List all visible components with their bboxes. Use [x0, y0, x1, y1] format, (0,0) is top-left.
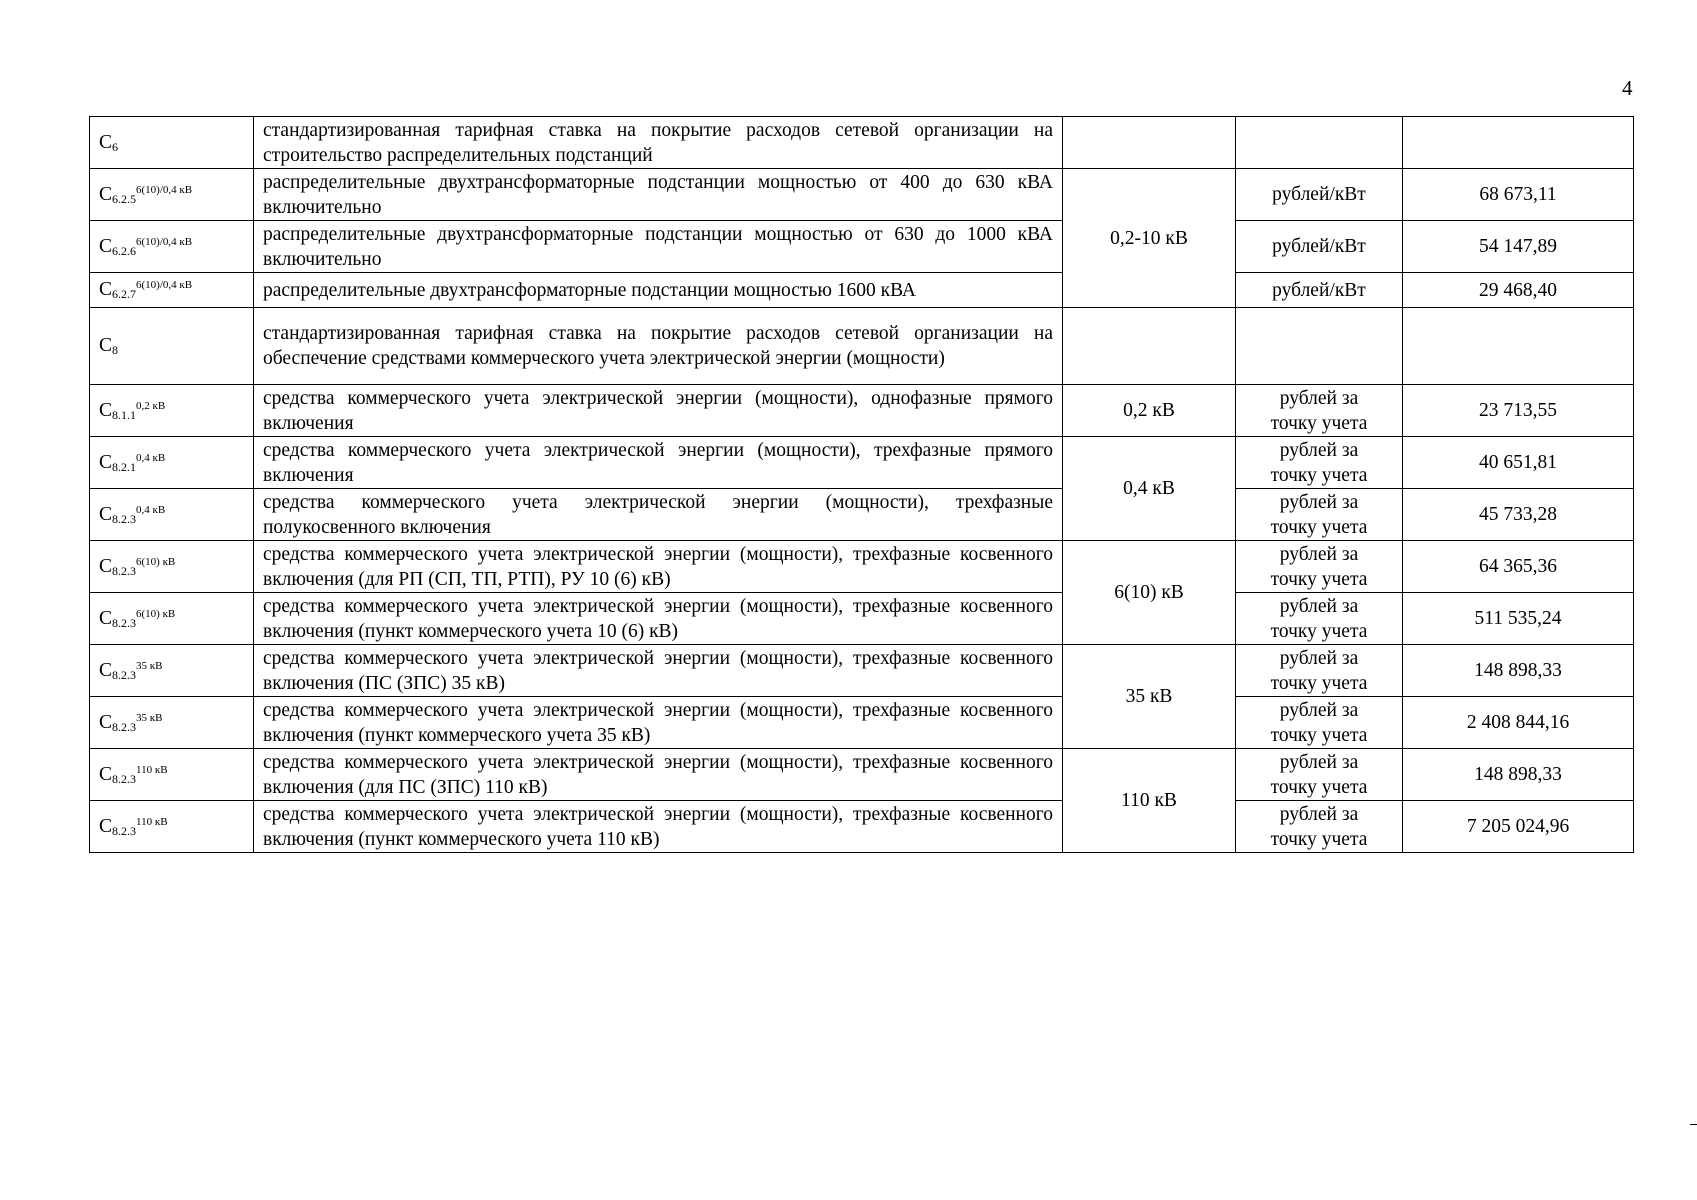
rate-code: $C_{8.2.3}^{35 кВ}$: [90, 697, 254, 749]
rate-description: средства коммерческого учета электрической энергии (мощности), трехфазные косвенного включения (пункт коммерческого учета 10 (6) кВ): [254, 593, 1063, 645]
table-row: [90, 169, 1634, 221]
table-row: [90, 593, 1634, 645]
unit-cell: рублей за точку учета: [1236, 801, 1403, 853]
unit-cell: рублей за точку учета: [1236, 489, 1403, 541]
rate-description: распределительные двухтрансформаторные подстанции мощностью от 630 до 1000 кВА включительно: [254, 221, 1063, 273]
rate-description: средства коммерческого учета электрической энергии (мощности), трехфазные полукосвенного включения: [254, 489, 1063, 541]
voltage-cell: 110 кВ: [1063, 749, 1236, 853]
rate-description: средства коммерческого учета электрической энергии (мощности), трехфазные косвенного включения (пункт коммерческого учета 110 кВ): [254, 801, 1063, 853]
unit-cell: рублей за точку учета: [1236, 697, 1403, 749]
table-row: [90, 749, 1634, 801]
rate-description: средства коммерческого учета электрической энергии (мощности), трехфазные косвенного включения (для РП (СП, ТП, РТП), РУ 10 (6) кВ): [254, 541, 1063, 593]
rate-description: средства коммерческого учета электрической энергии (мощности), трехфазные косвенного включения (для ПС (ЗПС) 110 кВ): [254, 749, 1063, 801]
table-row: [90, 541, 1634, 593]
unit-cell: [1236, 308, 1403, 385]
rate-code: $C_6$: [90, 117, 254, 169]
value-cell: 2 408 844,16: [1403, 697, 1634, 749]
value-cell: 29 468,40: [1403, 273, 1634, 308]
rate-description: стандартизированная тарифная ставка на покрытие расходов сетевой организации на обеспечение средствами коммерческого учета электрической энергии (мощности): [254, 308, 1063, 385]
rate-description: средства коммерческого учета электрической энергии (мощности), трехфазные косвенного включения (ПС (ЗПС) 35 кВ): [254, 645, 1063, 697]
rate-code: $C_{6.2.7}^{6(10)/0,4 кВ}$: [90, 273, 254, 308]
rate-description: стандартизированная тарифная ставка на покрытие расходов сетевой организации на строительство распределительных подстанций: [254, 117, 1063, 169]
rate-description: распределительные двухтрансформаторные подстанции мощностью 1600 кВА: [254, 273, 1063, 308]
unit-cell: [1236, 117, 1403, 169]
table-row: [90, 437, 1634, 489]
rate-description: средства коммерческого учета электрической энергии (мощности), трехфазные прямого включения: [254, 437, 1063, 489]
rate-code: $C_{6.2.5}^{6(10)/0,4 кВ}$: [90, 169, 254, 221]
rate-code: $C_{8.2.3}^{6(10) кВ}$: [90, 593, 254, 645]
rate-code: $C_{8.2.3}^{0,4 кВ}$: [90, 489, 254, 541]
unit-cell: рублей за точку учета: [1236, 749, 1403, 801]
rate-description: средства коммерческого учета электрической энергии (мощности), однофазные прямого включения: [254, 385, 1063, 437]
table-row: [90, 273, 1634, 308]
edge-mark: [1690, 1124, 1697, 1125]
value-cell: 45 733,28: [1403, 489, 1634, 541]
unit-cell: рублей за точку учета: [1236, 593, 1403, 645]
value-cell: 148 898,33: [1403, 749, 1634, 801]
value-cell: [1403, 117, 1634, 169]
rate-code: $C_{8.1.1}^{0,2 кВ}$: [90, 385, 254, 437]
rate-code: $C_{8.2.3}^{110 кВ}$: [90, 801, 254, 853]
table-row: [90, 697, 1634, 749]
value-cell: 148 898,33: [1403, 645, 1634, 697]
table-row: [90, 117, 1634, 169]
value-cell: [1403, 308, 1634, 385]
rate-code: $C_8$: [90, 308, 254, 385]
value-cell: 40 651,81: [1403, 437, 1634, 489]
table-row: [90, 308, 1634, 385]
rate-code: $C_{8.2.1}^{0,4 кВ}$: [90, 437, 254, 489]
rate-code: $C_{8.2.3}^{35 кВ}$: [90, 645, 254, 697]
unit-cell: рублей/кВт: [1236, 221, 1403, 273]
unit-cell: рублей/кВт: [1236, 273, 1403, 308]
value-cell: 7 205 024,96: [1403, 801, 1634, 853]
voltage-cell: [1063, 308, 1236, 385]
voltage-cell: 6(10) кВ: [1063, 541, 1236, 645]
voltage-cell: [1063, 117, 1236, 169]
table-row: [90, 385, 1634, 437]
value-cell: 23 713,55: [1403, 385, 1634, 437]
voltage-cell: 0,4 кВ: [1063, 437, 1236, 541]
unit-cell: рублей за точку учета: [1236, 541, 1403, 593]
tariff-table: [89, 116, 1634, 853]
table-row: [90, 489, 1634, 541]
voltage-cell: 0,2 кВ: [1063, 385, 1236, 437]
value-cell: 511 535,24: [1403, 593, 1634, 645]
value-cell: 68 673,11: [1403, 169, 1634, 221]
table-row: [90, 801, 1634, 853]
unit-cell: рублей/кВт: [1236, 169, 1403, 221]
rate-code: $C_{6.2.6}^{6(10)/0,4 кВ}$: [90, 221, 254, 273]
voltage-cell: 35 кВ: [1063, 645, 1236, 749]
page-number: 4: [1622, 76, 1633, 100]
unit-cell: рублей за точку учета: [1236, 385, 1403, 437]
unit-cell: рублей за точку учета: [1236, 437, 1403, 489]
voltage-cell: 0,2-10 кВ: [1063, 169, 1236, 308]
unit-cell: рублей за точку учета: [1236, 645, 1403, 697]
table-row: [90, 645, 1634, 697]
rate-code: $C_{8.2.3}^{6(10) кВ}$: [90, 541, 254, 593]
table-row: [90, 221, 1634, 273]
value-cell: 64 365,36: [1403, 541, 1634, 593]
rate-description: распределительные двухтрансформаторные подстанции мощностью от 400 до 630 кВА включительно: [254, 169, 1063, 221]
rate-description: средства коммерческого учета электрической энергии (мощности), трехфазные косвенного включения (пункт коммерческого учета 35 кВ): [254, 697, 1063, 749]
rate-code: $C_{8.2.3}^{110 кВ}$: [90, 749, 254, 801]
value-cell: 54 147,89: [1403, 221, 1634, 273]
